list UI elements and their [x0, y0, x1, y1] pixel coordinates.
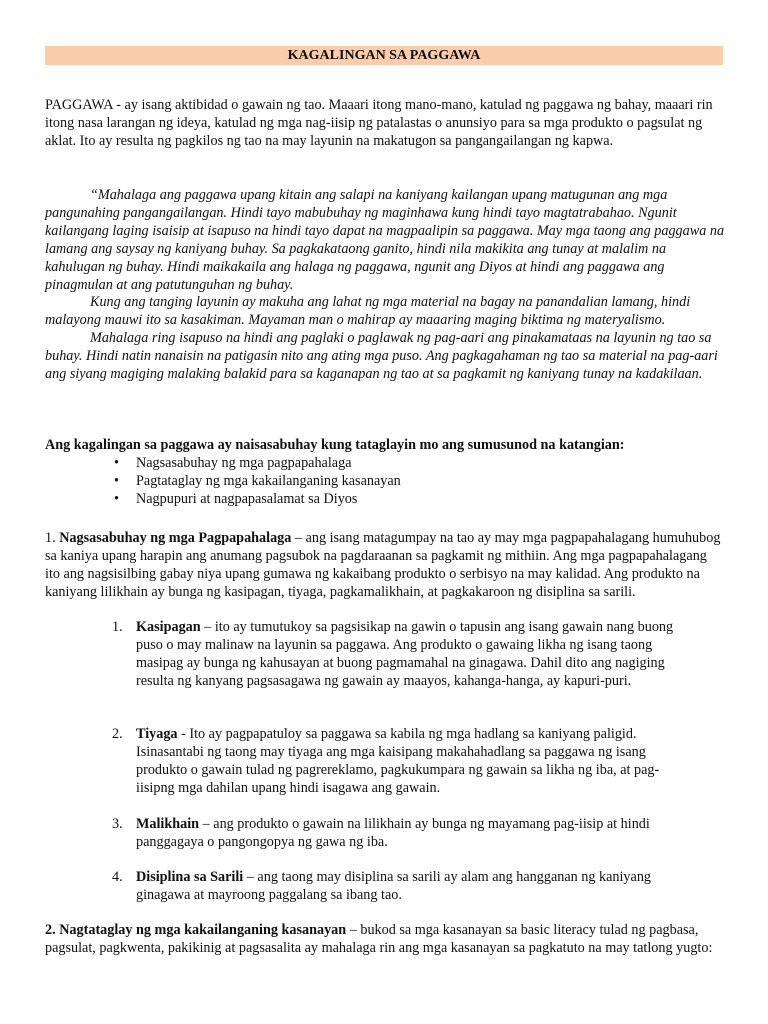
section-1-paragraph — [45, 530, 725, 602]
section-1-heading: Nagsasabuhay ng mga Pagpapahalaga — [59, 530, 292, 546]
item-term: Disiplina sa Sarili — [136, 869, 244, 885]
bullet-icon: • — [114, 491, 119, 507]
item-term: Malikhain — [136, 816, 200, 832]
quote-paragraph-2: Kung ang tanging layunin ay makuha ang lahat ng mga material na bagay na panandalian lamang, hindi malayong mauwi ito sa kasakiman. Mayaman man o mahirap ay maaaring maging biktima ng materyalismo. — [45, 294, 691, 329]
lead-sentence: Ang kagalingan sa paggawa ay naisasabuhay kung tataglayin mo ang sumusunod na katangian: — [45, 437, 625, 453]
bullet-item: • Pagtataglay ng mga kakailanganing kasanayan — [114, 473, 401, 489]
section-1-number: 1. — [45, 530, 60, 546]
item-text: - Ito ay pagpapatuloy sa paggawa sa kabila ng mga hadlang sa kaniyang paligid. Isinasantabi ng taong may tiyaga ang mga kaisipang makahahadlang sa paggawa ng isang produkto o gawain tulad ng pagrereklamo, pagkukumpara ng gawain sa likha ng iba, at pag-iisipng mga dahilan upang hindi isagawa ang gawain. — [136, 726, 660, 796]
item-text: – ang taong may disiplina sa sarili ay alam ang hangganan ng kaniyang ginagawa at mayroong paggalang sa ibang tao. — [136, 869, 652, 903]
bullet-item: • Nagpupuri at nagpapasalamat sa Diyos — [114, 491, 358, 507]
section-2-body: – bukod sa mga kasanayan sa basic literacy tulad ng pagbasa, pagsulat, pagkwenta, pakikinig at pagsasalita ay mahalaga rin ang mga kasanayan sa pagkatuto na may tatlong yugto: — [45, 922, 713, 956]
intro-definition: - ay isang aktibidad o gawain ng tao. Maaari itong mano-mano, katulad ng paggawa ng bahay, maaari rin itong nasa larangan ng ideya, katulad ng mga nag-iisip ng patalastas o anunsiyo para sa mga produkto o pagsulat ng aklat. Ito ay resulta ng pagkilos ng tao na may layunin na makatugon sa pangangailangan ng kapwa. — [45, 97, 713, 149]
section-2-paragraph — [45, 922, 725, 958]
bullet-item: • Nagsasabuhay ng mga pagpapahalaga — [114, 455, 352, 471]
item-term: Tiyaga — [136, 726, 178, 742]
document-page: KAGALINGAN SA PAGGAWA PAGGAWA - ay isang aktibidad o gawain ng tao. Maaari itong mano-mano, katulad ng paggawa ng bahay, maaari rin itong nasa larangan ng ideya, katulad ng mga nag-iisip ng patalastas o anunsiyo para sa mga produkto o pagsulat ng aklat. Ito ay resulta ng pagkilos ng tao na may layunin na makatugon sa pangangailangan ng kapwa. “Mahalaga ang paggawa upang kitain ang salapi na kaniyang kailangan upang matugunan ang mga pangunahing pangangailangan. Hindi tayo mabubuhay ng maginhawa kung hindi tayo magtatrabahao. Ngunit kailangang laging isaisip at isapuso na hindi tayo dapat na magpaalipin sa paggawa. May mga taong ang paggawa na lamang ang saysay ng kaniyang buhay. Sa pagkakataong ganito, hindi nila makikita ang tunay at malalim na kahulugan ng buhay. Hindi maikakaila ang halaga ng paggawa, ngunit ang Diyos at hindi ang paggawa ang pinagmulan at ang patutunguhan ng buhay. Kung ang tanging layunin ay makuha ang lahat ng mga material na bagay na panandalian lamang, hindi malayong mauwi ito sa kasakiman. Mayaman man o mahirap ay maaaring maging biktima ng materyalismo. Mahalaga ring isapuso na hindi ang paglaki o paglawak ng pag-aari ang pinakamataas na layunin ng tao sa buhay. Hindi natin nanaisin na patigasin nito ang ating mga puso. Ang pagkagahaman ng tao sa material na pag-aari ang siyang magiging malaking balakid para sa kaganapan ng tao at sa pagkamit ng kaniyang tunay na kadakilaan. Ang kagalingan sa paggawa ay naisasabuhay kung tataglayin mo ang sumusunod na katangian: • Nagsasabuhay ng mga pagpapahalaga • Pagtataglay ng mga kakailanganing kasanayan • Nagpupuri at nagpapasalamat sa Diyos 1. Nagsasabuhay ng mga Pagpapahalaga – ang isang matagumpay na tao ay may mga pagpapahalagang humuhubog sa kaniya upang harapin ang anumang pagsubok na pagdaraanan sa pagkamit ng mithiin. Ang mga pagpapahalagang ito ang nagsisilbing gabay niya upang gumawa ng kakaibang produkto o serbisyo na may kalidad. Ang produkto na kaniyang lilikhain ay bunga ng kasipagan, tiyaga, pagkamalikhain, at pagkakaroon ng disiplina sa sarili. 1. Kasipagan – ito ay tumutukoy sa pagsisikap na gawin o tapusin ang isang gawain nang buong puso o may malinaw na layunin sa paggawa. Ang produkto o gawaing likha ng isang taong masipag ay bunga ng kahusayan at buong pagmamahal na ginagawa. Dahil dito ang nagiging resulta ng kanyang pagsasagawa ng gawain ay maayos, kahanga-hanga, ay kapuri-puri. 2. Tiyaga - Ito ay pagpapatuloy sa paggawa sa kabila ng mga hadlang sa kaniyang paligid. Isinasantabi ng taong may tiyaga ang mga kaisipang makahahadlang sa paggawa ng isang produkto o gawain tulad ng pagrereklamo, pagkukumpara ng gawain sa likha ng iba, at pag-iisipng mga dahilan upang hindi isagawa ang gawain. 3. Malikhain – ang produkto o gawain na lilikhain ay bunga ng mayamang pag-iisip at hindi panggagaya o pangongopya ng gawa ng iba. 4. Disiplina sa Sarili – ang taong may disiplina sa sarili ay alam ang hangganan ng kaniyang ginagawa at mayroong paggalang sa ibang tao. 2. Nagtataglay ng mga kakailanganing kasanayan – bukod sa mga kasanayan sa basic literacy tulad ng pagbasa, pagsulat, pagkwenta, pakikinig at pagsasalita ay mahalaga rin ang mga kasanayan sa pagkatuto na may tatlong yugto: — [45, 48, 725, 956]
trait-bullet-list — [112, 455, 401, 509]
intro-paragraph — [45, 97, 725, 151]
section-2-heading: 2. Nagtataglay ng mga kakailanganing kasanayan — [45, 922, 347, 938]
item-term: Kasipagan — [136, 619, 201, 635]
intro-term: PAGGAWA — [45, 97, 113, 113]
item-text: – ito ay tumutukoy sa pagsisikap na gawin o tapusin ang isang gawain nang buong puso o may malinaw na layunin sa paggawa. Ang produkto o gawaing likha ng isang taong masipag ay bunga ng kahusayan at buong pagmamahal na ginagawa. Dahil dito ang nagiging resulta ng kanyang pagsasagawa ng gawain ay maayos, kahanga-hanga, ay kapuri-puri. — [136, 619, 674, 689]
bullet-icon: • — [114, 473, 119, 489]
document-title: KAGALINGAN SA PAGGAWA — [45, 46, 723, 65]
section-1-body: – ang isang matagumpay na tao ay may mga pagpapahalagang humuhubog sa kaniya upang harapin ang anumang pagsubok na pagdaraanan sa pagkamit ng mithiin. Ang mga pagpapahalagang ito ang nagsisilbing gabay niya upang gumawa ng kakaibang produkto o serbisyo na may kalidad. Ang produkto na kaniyang lilikhain ay bunga ng kasipagan, tiyaga, pagkamalikhain, at pagkakaroon ng disiplina sa sarili. — [45, 530, 721, 600]
quote-paragraph-3: Mahalaga ring isapuso na hindi ang paglaki o paglawak ng pag-aari ang pinakamataas na layunin ng tao sa buhay. Hindi natin nanaisin na patigasin nito ang ating mga puso. Ang pagkagahaman ng tao sa material na pag-aari ang siyang magiging malaking balakid para sa kaganapan ng tao at sa pagkamit ng kaniyang tunay na kadakilaan. — [45, 330, 718, 383]
quote-paragraph-1: “Mahalaga ang paggawa upang kitain ang salapi na kaniyang kailangan upang matugunan ang mga pangunahing pangangailangan. Hindi tayo mabubuhay ng maginhawa kung hindi tayo magtatrabahao. Ngunit kailangang laging isaisip at isapuso na hindi tayo dapat na magpaalipin sa paggawa. May mga taong ang paggawa na lamang ang saysay ng kaniyang buhay. Sa pagkakataong ganito, hindi nila makikita ang tunay at malalim na kahulugan ng buhay. Hindi maikakaila ang halaga ng paggawa, ngunit ang Diyos at hindi ang paggawa ang pinagmulan at ang patutunguhan ng buhay. — [45, 187, 725, 293]
quote-block — [45, 187, 725, 384]
bullet-icon: • — [114, 455, 119, 471]
item-text: – ang produkto o gawain na lilikhain ay bunga ng mayamang pag-iisip at hindi panggagaya o pangongopya ng gawa ng iba. — [136, 816, 650, 850]
